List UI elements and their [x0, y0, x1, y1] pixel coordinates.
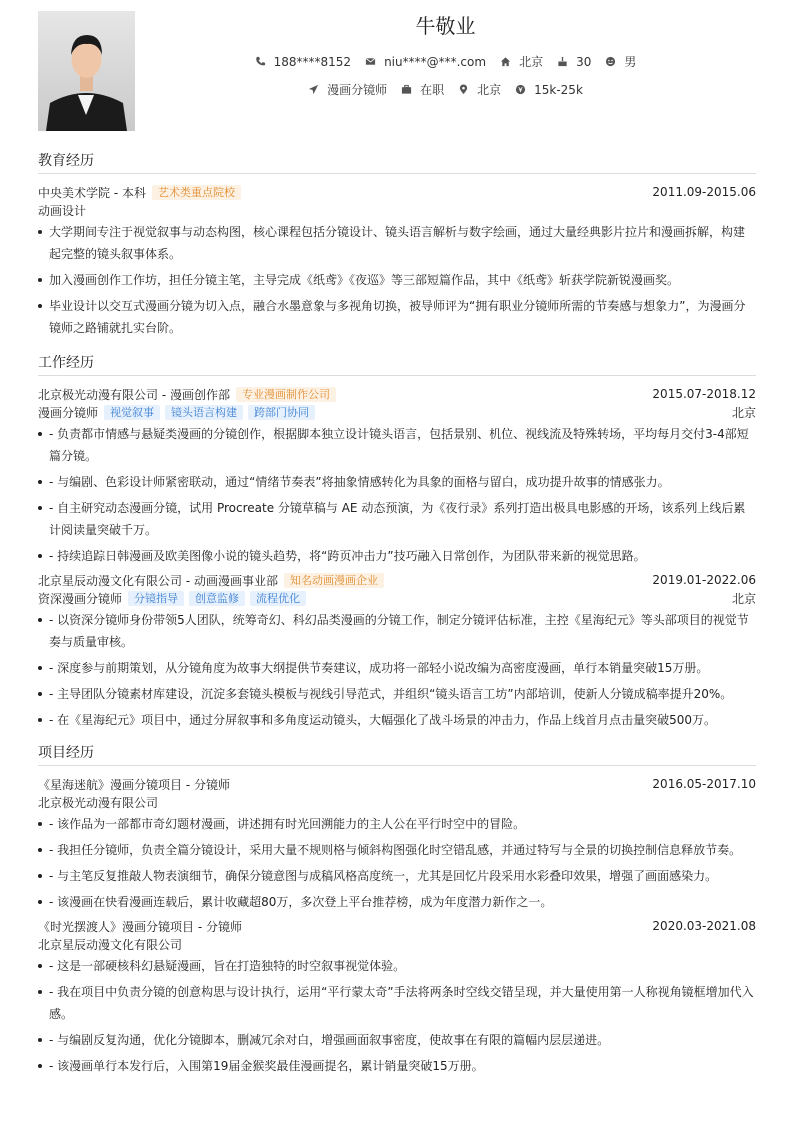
- job-bullets: [38, 423, 756, 567]
- project-entry: [38, 917, 756, 1077]
- skill-tag: 分镜指导: [128, 591, 184, 606]
- list-item: - 这是一部硬核科幻悬疑漫画，旨在打造独特的时空叙事视觉体验。: [38, 955, 756, 977]
- mail-icon: [365, 56, 376, 67]
- company-name: 北京极光动漫有限公司 - 漫画创作部: [38, 387, 230, 402]
- list-item: - 负责都市情感与悬疑类漫画的分镜创作，根据脚本独立设计镜头语言，包括景别、机位、视线流及特殊转场，平均每月交付3-4部短篇分镜。: [38, 423, 756, 467]
- target-position-item: [308, 81, 387, 98]
- projects-section: [38, 742, 756, 1081]
- job-date: 2019.01-2022.06: [652, 573, 756, 587]
- target-city-text: 北京: [477, 83, 502, 97]
- skill-tag: 视觉叙事: [104, 405, 160, 420]
- age-text: 30: [576, 54, 592, 69]
- target-city-item: [458, 81, 501, 98]
- list-item: - 该作品为一部都市奇幻题材漫画，讲述拥有时光回溯能力的主人公在平行时空中的冒险。: [38, 813, 756, 835]
- list-item: - 以资深分镜师身份带领5人团队，统筹奇幻、科幻品类漫画的分镜工作，制定分镜评估标准，主控《星海纪元》等头部项目的视觉节奏与质量审核。: [38, 609, 756, 653]
- education-date: 2011.09-2015.06: [652, 185, 756, 199]
- age-item: [557, 53, 591, 70]
- status-text: 在职: [420, 83, 445, 97]
- company-tag: 知名动画漫画企业: [284, 573, 384, 588]
- phone-item: [255, 53, 351, 70]
- salary-text: 15k-25k: [534, 82, 583, 97]
- list-item: - 我担任分镜师，负责全篇分镜设计，采用大量不规则格与倾斜构图强化时空错乱感，并通过特写与全景的切换控制信息释放节奏。: [38, 839, 756, 861]
- company-name: 北京星辰动漫文化有限公司 - 动画漫画事业部: [38, 573, 278, 588]
- list-item: 毕业设计以交互式漫画分镜为切入点，融合水墨意象与多视角切换，被导师评为“拥有职业分镜师所需的节奏感与想象力”，为漫画分镜师之路铺就扎实台阶。: [38, 295, 756, 339]
- list-item: - 该漫画单行本发行后，入围第19届金猴奖最佳漫画提名，累计销量突破15万册。: [38, 1055, 756, 1077]
- major-text: 动画设计: [38, 203, 87, 218]
- project-org: 北京极光动漫有限公司: [38, 795, 159, 810]
- education-entry-head: [38, 183, 756, 201]
- job-role-line: [38, 589, 756, 607]
- job-info-line: [135, 81, 756, 98]
- list-item: - 在《星海纪元》项目中，通过分屏叙事和多角度运动镜头，大幅强化了战斗场景的冲击力，作品上线首月点击量突破500万。: [38, 709, 756, 731]
- project-date: 2016.05-2017.10: [652, 777, 756, 791]
- education-bullets: [38, 221, 756, 339]
- project-org-line: [38, 935, 756, 953]
- status-item: [401, 81, 444, 98]
- list-item: - 与编剧、色彩设计师紧密联动，通过“情绪节奏表”将抽象情感转化为具象的面格与留白，成功提升故事的情感张力。: [38, 471, 756, 493]
- work-section: [38, 352, 756, 735]
- list-item: - 我在项目中负责分镜的创意构思与设计执行，运用“平行蒙太奇”手法将两条时空线交错呈现，并大量使用第一人称视角镜框增加代入感。: [38, 981, 756, 1025]
- job-entry: [38, 571, 756, 731]
- school-name: 中央美术学院 - 本科: [38, 185, 146, 200]
- job-entry: [38, 385, 756, 567]
- list-item: - 主导团队分镜素材库建设，沉淀多套镜头模板与视线引导范式，并组织“镜头语言工坊”内部培训，使新人分镜成稿率提升20%。: [38, 683, 756, 705]
- home-icon: [500, 56, 511, 67]
- project-name: 《时光摆渡人》漫画分镜项目 - 分镜师: [38, 919, 242, 934]
- list-item: 加入漫画创作工作坊，担任分镜主笔，主导完成《纸鸢》《夜巡》等三部短篇作品，其中《纸鸢》斩获学院新锐漫画奖。: [38, 269, 756, 291]
- project-head: [38, 775, 756, 793]
- job-head: [38, 385, 756, 403]
- skill-tag: 创意监修: [189, 591, 245, 606]
- project-entry: [38, 775, 756, 913]
- candidate-name: 牛敬业: [415, 14, 476, 38]
- list-item: - 与主笔反复推敲人物表演细节，确保分镜意图与成稿风格高度统一，尤其是回忆片段采用水彩叠印效果，增强了画面感染力。: [38, 865, 756, 887]
- portrait-icon: [38, 11, 135, 131]
- education-section: [38, 150, 756, 343]
- hometown-item: [500, 53, 543, 70]
- skill-tag: 镜头语言构建: [165, 405, 243, 420]
- salary-icon: [515, 84, 526, 95]
- job-date: 2015.07-2018.12: [652, 387, 756, 401]
- job-bullets: [38, 609, 756, 731]
- project-date: 2020.03-2021.08: [652, 919, 756, 933]
- education-title: 教育经历: [38, 150, 756, 174]
- company-tag: 专业漫画制作公司: [236, 387, 336, 402]
- major: [38, 201, 756, 219]
- project-org-line: [38, 793, 756, 811]
- work-title: 工作经历: [38, 352, 756, 376]
- school-tag: 艺术类重点院校: [152, 185, 241, 200]
- gender-item: [605, 53, 636, 70]
- job-role-line: [38, 403, 756, 421]
- project-bullets: [38, 955, 756, 1077]
- email-text: niu****@***.com: [384, 54, 487, 69]
- contact-info-line: [135, 53, 756, 70]
- list-item: 大学期间专注于视觉叙事与动态构图，核心课程包括分镜设计、镜头语言解析与数字绘画，通过大量经典影片拉片和漫画拆解，构建起完整的镜头叙事体系。: [38, 221, 756, 265]
- project-bullets: [38, 813, 756, 913]
- job-city: 北京: [731, 591, 756, 606]
- list-item: - 持续追踪日韩漫画及欧美图像小说的镜头趋势，将“跨页冲击力”技巧融入日常创作，为团队带来新的视觉思路。: [38, 545, 756, 567]
- gender-icon: [605, 56, 616, 67]
- project-name: 《星海迷航》漫画分镜项目 - 分镜师: [38, 777, 230, 792]
- job-role: 漫画分镜师: [38, 405, 99, 420]
- list-item: - 自主研究动态漫画分镜，试用 Procreate 分镜草稿与 AE 动态预演，为《夜行录》系列打造出极具电影感的开场，该系列上线后累计阅读量突破千万。: [38, 497, 756, 541]
- project-org: 北京星辰动漫文化有限公司: [38, 937, 183, 952]
- job-head: [38, 571, 756, 589]
- skill-tag: 流程优化: [250, 591, 306, 606]
- email-item: [365, 53, 486, 70]
- job-city: 北京: [731, 405, 756, 420]
- target-position-text: 漫画分镜师: [327, 83, 388, 97]
- briefcase-icon: [401, 84, 412, 95]
- gender-text: 男: [624, 55, 637, 69]
- skill-tag: 跨部门协同: [248, 405, 315, 420]
- list-item: - 与编剧反复沟通，优化分镜脚本，删减冗余对白，增强画面叙事密度，使故事在有限的篇幅内层层递进。: [38, 1029, 756, 1051]
- project-head: [38, 917, 756, 935]
- location-icon: [458, 84, 469, 95]
- profile-photo: [38, 11, 135, 131]
- phone-icon: [255, 56, 266, 67]
- send-icon: [308, 84, 319, 95]
- cake-icon: [557, 56, 568, 67]
- phone-text: 188****8152: [273, 54, 352, 69]
- salary-item: [515, 81, 583, 98]
- hometown-text: 北京: [519, 55, 544, 69]
- list-item: - 深度参与前期策划，从分镜角度为故事大纲提供节奏建议，成功将一部轻小说改编为高密度漫画，单行本销量突破15万册。: [38, 657, 756, 679]
- job-role: 资深漫画分镜师: [38, 591, 123, 606]
- projects-title: 项目经历: [38, 742, 756, 766]
- list-item: - 该漫画在快看漫画连载后，累计收藏超80万，多次登上平台推荐榜，成为年度潜力新作之一。: [38, 891, 756, 913]
